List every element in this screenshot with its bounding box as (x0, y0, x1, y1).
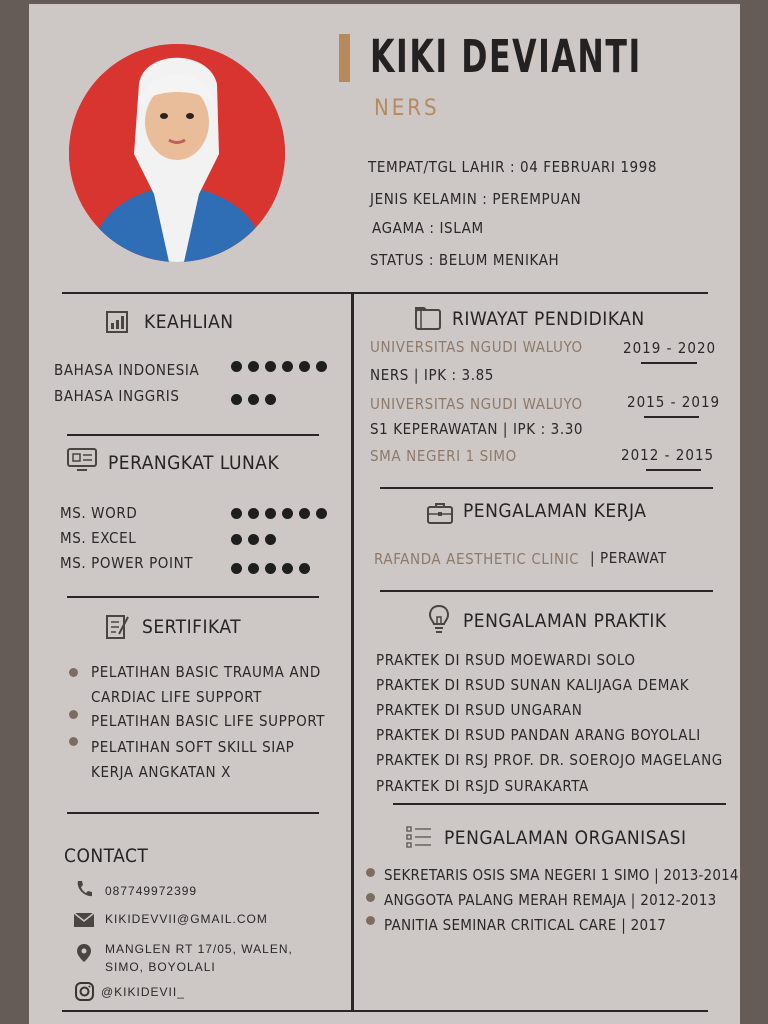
instagram-icon (75, 982, 94, 1001)
organization-item: PANITIA SEMINAR CRITICAL CARE | 2017 (384, 916, 667, 934)
years-underline (646, 469, 701, 471)
rating-dot (299, 508, 310, 519)
bio-gender: JENIS KELAMIN : PEREMPUAN (370, 190, 582, 208)
software-divider (67, 596, 319, 598)
top-divider (62, 292, 708, 294)
profile-photo (69, 44, 285, 262)
rating-dot (248, 394, 259, 405)
contact-heading: CONTACT (64, 845, 149, 867)
contact-instagram[interactable]: @KIKIDEVII_ (101, 985, 185, 999)
rating-dot (282, 508, 293, 519)
software-level (231, 561, 316, 579)
education-years: 2015 - 2019 (627, 393, 721, 411)
location-pin-icon (76, 943, 92, 963)
certificate-icon (106, 613, 130, 640)
organization-item: SEKRETARIS OSIS SMA NEGERI 1 SIMO | 2013-2014 (384, 866, 739, 884)
bottom-divider (62, 1010, 708, 1012)
rating-dot (265, 361, 276, 372)
practice-item: PRAKTEK DI RSJD SURAKARTA (376, 777, 589, 795)
name-accent-bar (339, 34, 350, 82)
software-level (231, 506, 333, 524)
skill-level (231, 359, 333, 377)
education-school: UNIVERSITAS NGUDI WALUYO (370, 395, 583, 413)
contact-phone[interactable]: 087749972399 (105, 884, 198, 898)
skills-heading: KEAHLIAN (144, 311, 234, 333)
folder-icon (415, 306, 441, 330)
education-school: SMA NEGERI 1 SIMO (370, 447, 517, 465)
practice-item: PRAKTEK DI RSUD UNGARAN (376, 701, 583, 719)
rating-dot (316, 508, 327, 519)
rating-dot (231, 563, 242, 574)
certificate-item: PELATIHAN SOFT SKILL SIAP KERJA ANGKATAN X (91, 738, 295, 781)
practice-item: PRAKTEK DI RSUD SUNAN KALIJAGA DEMAK (376, 676, 690, 694)
lightbulb-icon (428, 604, 450, 636)
software-label: MS. POWER POINT (60, 554, 194, 572)
bullet (69, 668, 78, 677)
rating-dot (248, 361, 259, 372)
practice-divider (393, 803, 726, 805)
bullet (366, 893, 375, 902)
monitor-icon (67, 448, 97, 472)
rating-dot (265, 563, 276, 574)
center-divider (351, 292, 354, 1012)
work-divider (380, 590, 713, 592)
education-heading: RIWAYAT PENDIDIKAN (452, 308, 645, 330)
practice-item: PRAKTEK DI RSUD PANDAN ARANG BOYOLALI (376, 726, 701, 744)
skill-label: BAHASA INDONESIA (54, 361, 200, 379)
software-heading: PERANGKAT LUNAK (108, 452, 280, 474)
chart-icon (106, 311, 128, 333)
software-label: MS. EXCEL (60, 529, 137, 547)
rating-dot (316, 361, 327, 372)
rating-dot (265, 534, 276, 545)
skill-level (231, 392, 282, 410)
work-role: | PERAWAT (590, 549, 667, 567)
rating-dot (231, 534, 242, 545)
education-detail: S1 KEPERAWATAN | IPK : 3.30 (370, 420, 584, 438)
skill-label: BAHASA INGGRIS (54, 387, 180, 405)
rating-dot (248, 534, 259, 545)
rating-dot (231, 394, 242, 405)
years-underline (641, 362, 697, 364)
practice-item: PRAKTEK DI RSJ PROF. DR. SOEROJO MAGELANG (376, 751, 723, 769)
job-title: NERS (374, 96, 440, 121)
years-underline (644, 416, 699, 418)
education-years: 2019 - 2020 (623, 339, 717, 357)
rating-dot (248, 563, 259, 574)
bio-birth: TEMPAT/TGL LAHIR : 04 FEBRUARI 1998 (368, 158, 658, 176)
rating-dot (299, 361, 310, 372)
education-school: UNIVERSITAS NGUDI WALUYO (370, 338, 583, 356)
bio-status: STATUS : BELUM MENIKAH (370, 251, 560, 269)
bullet (366, 916, 375, 925)
certificates-heading: SERTIFIKAT (142, 616, 242, 638)
phone-icon (75, 880, 93, 898)
bullet (69, 737, 78, 746)
education-divider (380, 487, 713, 489)
organization-item: ANGGOTA PALANG MERAH REMAJA | 2012-2013 (384, 891, 717, 909)
bullet (366, 868, 375, 877)
rating-dot (265, 508, 276, 519)
rating-dot (265, 394, 276, 405)
rating-dot (231, 361, 242, 372)
work-place: RAFANDA AESTHETIC CLINIC (374, 550, 580, 568)
education-detail: NERS | IPK : 3.85 (370, 366, 494, 384)
skills-divider (67, 434, 319, 436)
practice-item: PRAKTEK DI RSUD MOEWARDI SOLO (376, 651, 636, 669)
mail-icon (73, 912, 95, 928)
bio-religion: AGAMA : ISLAM (372, 219, 484, 237)
bullet (69, 710, 78, 719)
work-heading: PENGALAMAN KERJA (463, 500, 647, 522)
contact-email[interactable]: KIKIDEVVII@GMAIL.COM (105, 912, 268, 926)
rating-dot (282, 563, 293, 574)
name: KIKI DEVIANTI (370, 30, 642, 83)
rating-dot (248, 508, 259, 519)
organization-heading: PENGALAMAN ORGANISASI (444, 827, 687, 849)
rating-dot (299, 563, 310, 574)
software-label: MS. WORD (60, 504, 138, 522)
certificate-item: PELATIHAN BASIC TRAUMA AND CARDIAC LIFE SUPPORT (91, 663, 321, 706)
contact-address: MANGLEN RT 17/05, WALEN, SIMO, BOYOLALI (105, 942, 293, 974)
rating-dot (282, 361, 293, 372)
software-level (231, 532, 282, 550)
practice-heading: PENGALAMAN PRAKTIK (463, 610, 667, 632)
certificate-item: PELATIHAN BASIC LIFE SUPPORT (91, 712, 326, 730)
education-years: 2012 - 2015 (621, 446, 715, 464)
rating-dot (231, 508, 242, 519)
list-icon (406, 826, 432, 848)
briefcase-icon (427, 502, 453, 524)
certificates-divider (67, 812, 319, 814)
